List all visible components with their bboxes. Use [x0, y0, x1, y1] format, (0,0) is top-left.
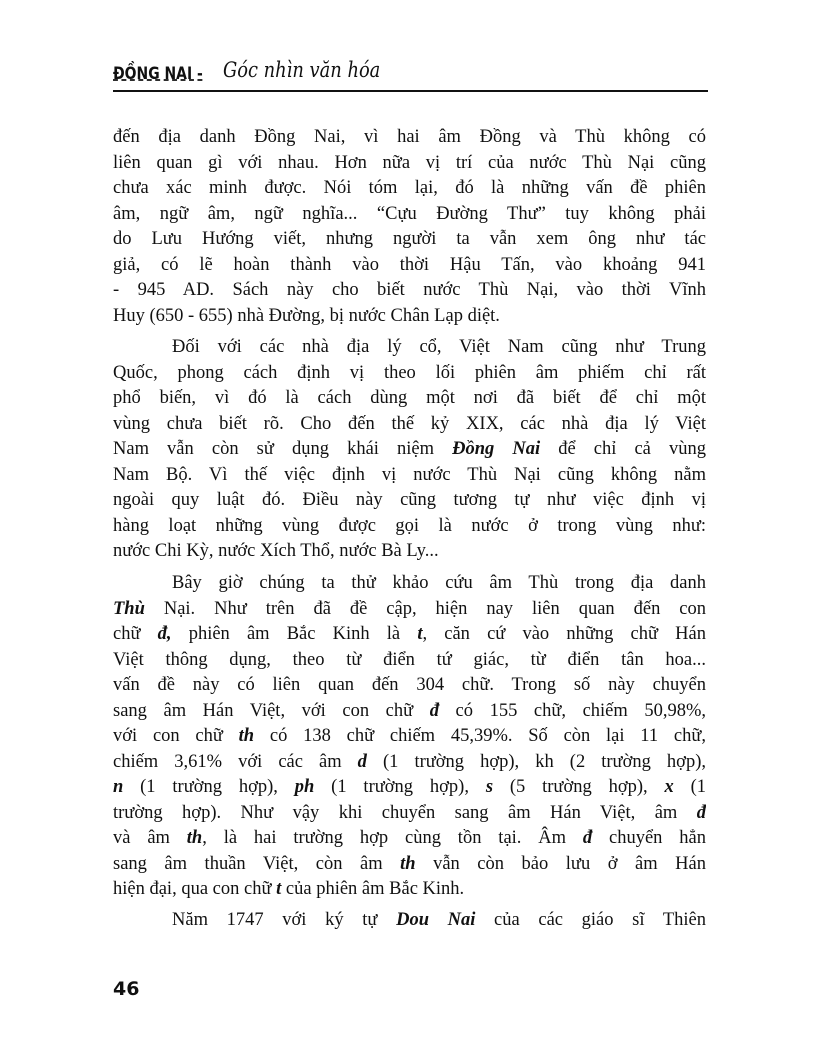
emphasis-text: ph [294, 777, 315, 797]
body-text: để chỉ cả vùng [540, 439, 706, 459]
body-text: , căn cứ vào những chữ Hán [422, 624, 706, 644]
body-text: Việt thông dụng, theo từ điển tứ giác, từ điển tân hoa... [113, 649, 706, 670]
body-text: chữ [113, 624, 158, 644]
body-text: Bây giờ chúng ta thử khảo cứu âm Thù trong địa danh [172, 573, 706, 593]
body-text: (1 trường hợp), [123, 777, 295, 797]
body-text: Quốc, phong cách định vị theo lối phiên âm phiếm chỉ rất [113, 362, 706, 383]
body-text: sang âm thuần Việt, còn âm [113, 853, 401, 874]
emphasis-text: s [485, 777, 494, 797]
text-line [113, 699, 706, 725]
emphasis-text: Dou Nai [396, 910, 476, 930]
body-text: liên quan gì với nhau. Hơn nữa vị trí của nước Thù Nại cũng [113, 152, 706, 173]
emphasis-text: th [238, 726, 255, 746]
text-line [113, 724, 706, 750]
paragraph-3 [113, 571, 706, 903]
emphasis-text: Thù [113, 598, 145, 619]
text-line [113, 801, 706, 827]
body-text: của các giáo sĩ Thiên [475, 910, 706, 930]
body-text: vùng chưa biết rõ. Cho đến thế kỷ XIX, các nhà địa lý Việt [113, 413, 706, 434]
body-text: chuyển hẳn [592, 828, 706, 848]
emphasis-text: th [186, 828, 203, 848]
emphasis-text: đ [429, 700, 439, 721]
text-line [113, 539, 706, 565]
body-text: vẫn còn bảo lưu ở âm Hán [415, 853, 706, 874]
body-text: Năm 1747 với ký tự [172, 910, 397, 930]
body-text: (5 trường hợp), [493, 777, 665, 797]
body-text: (1 trường hợp), [314, 777, 486, 797]
text-line [113, 877, 706, 903]
body-text: Nam vẫn còn sử dụng khái niệm [113, 439, 453, 459]
body-text: (1 trường hợp), kh (2 trường hợp), [366, 751, 706, 772]
body-text: hiện đại, qua con chữ [113, 879, 277, 899]
text-line [113, 514, 706, 540]
body-text: của phiên âm Bắc Kinh. [281, 879, 465, 899]
emphasis-text: đ [582, 828, 593, 848]
text-line [113, 673, 706, 699]
body-text: nước Chi Kỳ, nước Xích Thổ, nước Bà Ly... [113, 541, 439, 561]
page-number: 46 [113, 978, 140, 1000]
body-text: đến địa danh Đồng Nai, vì hai âm Đồng và Thù không có [113, 127, 706, 147]
body-text: giả, có lẽ hoàn thành vào thời Hậu Tấn, vào khoảng 941 [113, 254, 706, 275]
body-text: Huy (650 - 655) nhà Đường, bị nước Chân Lạp diệt. [113, 305, 500, 326]
body-text: có 155 chữ, chiếm 50,98%, [438, 700, 706, 721]
body-text: và âm [113, 828, 187, 848]
running-header [113, 60, 708, 92]
body-text: - 945 AD. Sách này cho biết nước Thù Nại, vào thời Vĩnh [113, 280, 706, 300]
body-text: phiên âm Bắc Kinh là [171, 624, 418, 644]
emphasis-text: t [276, 879, 282, 899]
text-line [113, 176, 706, 202]
body-text: chiếm 3,61% với các âm [113, 751, 358, 772]
text-line [113, 463, 706, 489]
text-line [113, 488, 706, 514]
book-subtitle: Góc nhìn văn hóa [223, 58, 381, 82]
emphasis-text: đ [696, 802, 706, 823]
paragraph-1 [113, 125, 706, 329]
emphasis-text: t [417, 624, 423, 644]
text-line [113, 278, 706, 304]
emphasis-text: d [357, 751, 367, 772]
text-line [113, 597, 706, 623]
body-text: Nam Bộ. Vì thế việc định vị nước Thù Nại cũng không nằm [113, 464, 706, 485]
text-line [113, 151, 706, 177]
text-line [113, 750, 706, 776]
body-text: (1 [673, 777, 706, 797]
text-line [113, 335, 706, 361]
paragraph-4 [113, 908, 706, 934]
text-line [113, 622, 706, 648]
emphasis-text: Đồng Nai [452, 439, 541, 459]
body-text: sang âm Hán Việt, với con chữ [113, 700, 430, 721]
book-title: ĐỒNG NAI - [113, 64, 203, 84]
text-line [113, 648, 706, 674]
body-text: âm, ngữ âm, ngữ nghĩa... “Cựu Đường Thư” tuy không phải [113, 203, 706, 224]
text-line [113, 826, 706, 852]
text-line [113, 386, 706, 412]
body-text: Nại. Như trên đã đề cập, hiện nay liên quan đến con [144, 598, 706, 619]
emphasis-text: đ, [157, 624, 172, 644]
text-line [113, 437, 706, 463]
emphasis-text: n [113, 777, 124, 797]
text-line [113, 775, 706, 801]
body-text: chưa xác minh được. Nói tóm lại, đó là những vấn đề phiên [113, 178, 706, 198]
emphasis-text: th [400, 853, 416, 874]
body-text: hàng loạt những vùng được gọi là nước ở trong vùng như: [113, 515, 706, 536]
text-line [113, 202, 706, 228]
text-line [113, 412, 706, 438]
body-text: có 138 chữ chiếm 45,39%. Số còn lại 11 chữ, [254, 726, 706, 746]
text-line [113, 227, 706, 253]
body-text: ngoài quy luật đó. Điều này cũng tương tự như việc định vị [113, 490, 706, 510]
text-line [113, 361, 706, 387]
body-text: phổ biến, vì đó là cách dùng một nơi đã biết để chỉ một [113, 388, 706, 408]
body-text: vấn đề này có liên quan đến 304 chữ. Trong số này chuyển [113, 675, 706, 695]
text-line [113, 253, 706, 279]
text-line [113, 852, 706, 878]
text-line [113, 125, 706, 151]
body-text: do Lưu Hướng viết, nhưng người ta vẫn xem ông như tác [113, 229, 706, 249]
text-line [113, 304, 706, 330]
text-line [113, 571, 706, 597]
body-text: Đối với các nhà địa lý cổ, Việt Nam cũng như Trung [172, 337, 706, 357]
body-text: trường hợp). Như vậy khi chuyển sang âm Hán Việt, âm [113, 802, 697, 823]
body-text: , là hai trường hợp cùng tồn tại. Âm [202, 828, 583, 848]
text-line [113, 908, 706, 934]
body-text: với con chữ [113, 726, 239, 746]
emphasis-text: x [664, 777, 674, 797]
paragraph-2 [113, 335, 706, 565]
